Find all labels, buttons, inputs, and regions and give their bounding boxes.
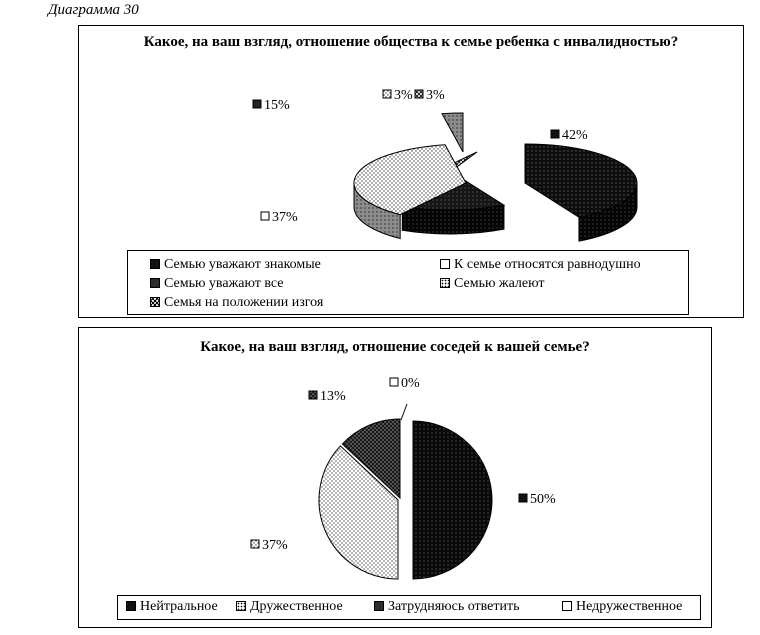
data-label-4 — [261, 210, 298, 225]
data-label-swatch — [390, 378, 398, 386]
chart-legend-neighbors — [117, 595, 701, 620]
legend-label: Затрудняюсь ответить — [388, 599, 520, 614]
data-label-5 — [383, 88, 413, 103]
data-label-swatch — [309, 391, 317, 399]
legend-item — [150, 257, 321, 273]
legend-label: Семья на положении изгоя — [164, 295, 324, 310]
legend-label: К семье относятся равнодушно — [454, 257, 641, 272]
data-label-swatch — [253, 100, 261, 108]
data-label-swatch — [251, 540, 259, 548]
data-label-text: 37% — [262, 538, 288, 553]
legend-label: Семью жалеют — [454, 276, 545, 291]
figure-caption: Диаграмма 30 — [48, 2, 139, 18]
legend-swatch — [374, 601, 384, 611]
legend-label: Нейтральное — [140, 599, 218, 614]
data-label-2 — [253, 98, 290, 113]
data-label-2 — [251, 538, 288, 553]
data-label-text: 37% — [272, 210, 298, 225]
legend-swatch — [150, 259, 160, 269]
data-label-text: 13% — [320, 389, 346, 404]
legend-swatch — [440, 259, 450, 269]
legend-item — [374, 599, 520, 615]
data-label-3 — [415, 88, 445, 103]
data-label-text: 0% — [401, 376, 420, 391]
legend-item — [440, 276, 545, 292]
data-label-text: 3% — [394, 88, 413, 103]
data-label-swatch — [551, 130, 559, 138]
chart-panel-neighbors — [78, 327, 712, 628]
data-label-1 — [551, 128, 588, 143]
data-label-4 — [390, 376, 420, 391]
chart-legend-society — [127, 250, 689, 315]
pie-slice-1-нейтральное — [413, 421, 492, 579]
legend-label: Семью уважают все — [164, 276, 284, 291]
legend-label: Дружественное — [250, 599, 343, 614]
legend-item — [562, 599, 682, 615]
pie-chart-society-3d — [79, 26, 743, 256]
legend-swatch — [562, 601, 572, 611]
legend-item — [126, 599, 218, 615]
data-label-text: 50% — [530, 492, 556, 507]
legend-swatch — [440, 278, 450, 288]
pie-slice-1-семью-уважают-знакомые — [525, 144, 637, 241]
data-label-1 — [519, 492, 556, 507]
leader-line — [401, 404, 407, 420]
data-label-swatch — [261, 212, 269, 220]
data-label-swatch — [415, 90, 423, 98]
data-label-swatch — [383, 90, 391, 98]
pie-chart-neighbors — [79, 328, 711, 590]
data-label-3 — [309, 389, 346, 404]
legend-label: Недружественное — [576, 599, 683, 614]
data-label-swatch — [519, 494, 527, 502]
legend-item — [440, 257, 641, 273]
pie-slice-face — [413, 421, 492, 579]
data-label-text: 3% — [426, 88, 445, 103]
legend-item — [236, 599, 343, 615]
data-label-text: 15% — [264, 98, 290, 113]
chart-panel-society — [78, 25, 744, 318]
legend-swatch — [150, 297, 160, 307]
legend-swatch — [150, 278, 160, 288]
data-label-text: 42% — [562, 128, 588, 143]
chart-title-neighbors: Какое, на ваш взгляд, отношение соседей к вашей семье? — [200, 339, 590, 355]
legend-swatch — [236, 601, 246, 611]
chart-title-society: Какое, на ваш взгляд, отношение общества к семье ребенка с инвалидностью? — [143, 34, 679, 50]
legend-item — [150, 276, 283, 292]
legend-label: Семью уважают знакомые — [164, 257, 321, 272]
legend-item — [150, 295, 323, 311]
legend-swatch — [126, 601, 136, 611]
